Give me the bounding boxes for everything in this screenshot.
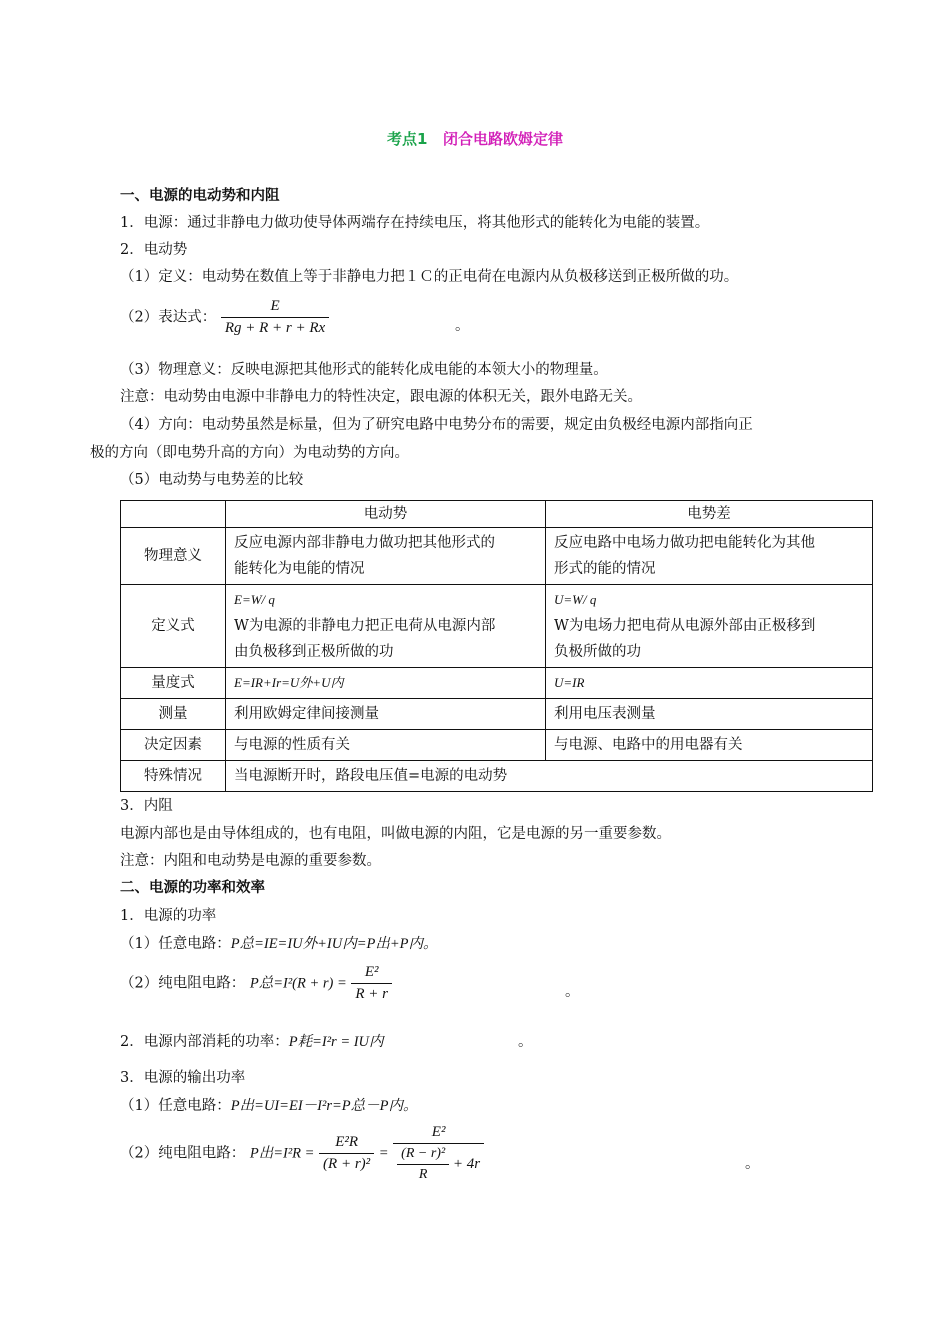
inner-denominator: R <box>418 1167 428 1182</box>
para-power-source: 1．电源：通过非静电力做功使导体两端存在持续电压，将其他形式的能转化为电能的装置。 <box>120 215 710 231</box>
equals-sign: = <box>378 1145 389 1162</box>
para-internal-consumption <box>120 1032 384 1052</box>
para-note-resistance: 注意：内阻和电动势是电源的重要参数。 <box>120 853 381 869</box>
line-end: 。 <box>518 1034 533 1050</box>
cell-line: W为电源的非静电力把正电荷从电源内部 <box>234 618 496 634</box>
emf-expression-line <box>120 298 329 337</box>
pd-cell: 与电源、电路中的用电器有关 <box>546 730 873 761</box>
emf-fraction-numerator: E <box>221 298 329 318</box>
cell-line: U=W/ q <box>554 592 597 607</box>
cell-line: 反应电源内部非静电力做功把其他形式的 <box>234 535 495 551</box>
pd-cell: U=IR <box>546 668 873 699</box>
row-label: 决定因素 <box>121 730 226 761</box>
pure-resistor-total-line <box>120 964 392 1003</box>
fraction-denominator <box>393 1144 484 1183</box>
table-header-row <box>121 501 873 528</box>
fraction-numerator: E² <box>351 964 392 984</box>
row-label: 量度式 <box>121 668 226 699</box>
equation: P耗=I²r = IU内 <box>288 1034 384 1050</box>
section1-heading: 一、电源的电动势和内阻 <box>120 188 280 204</box>
pd-cell <box>546 585 873 668</box>
cell-line: 负极所做的功 <box>554 644 641 660</box>
line-end: 。 <box>565 984 580 1000</box>
inner-numerator: (R − r)² <box>397 1146 449 1165</box>
title-main: 闭合电路欧姆定律 <box>443 130 564 148</box>
para-emf-definition: （1）定义：电动势在数值上等于非静电力把１Ｃ的正电荷在电源内从负极移送到正极所做的功。 <box>120 269 739 285</box>
pd-cell: 利用电压表测量 <box>546 699 873 730</box>
emf-cell: 与电源的性质有关 <box>226 730 546 761</box>
title-prefix: 考点1 <box>386 130 428 148</box>
label: （1）任意电路： <box>120 1098 231 1114</box>
page-title <box>0 128 950 149</box>
para-emf-title: 2．电动势 <box>120 242 188 258</box>
emf-expression-label: （2）表达式： <box>120 309 217 326</box>
para-note-emf: 注意：电动势由电源中非静电力的特性决定，跟电源的体积无关，跟外电路无关。 <box>120 389 642 405</box>
para-direction-line1: （4）方向：电动势虽然是标量，但为了研究电路中电势分布的需要，规定由负极经电源内部指向正 <box>120 417 753 433</box>
nested-fraction <box>393 1124 484 1183</box>
equation: P总=IE=IU外+IU内=P出+P内。 <box>230 936 438 952</box>
table-row <box>121 585 873 668</box>
equation: P总=I²(R + r) = <box>249 975 347 992</box>
line-end: 。 <box>745 1156 760 1172</box>
table-row <box>121 668 873 699</box>
fraction-denominator: R + r <box>355 986 388 1002</box>
para-physical-meaning: （3）物理意义：反映电源把其他形式的能转化成电能的本领大小的物理量。 <box>120 362 608 378</box>
cell-line: E=W/ q <box>234 592 275 607</box>
para-output-title: 3．电源的输出功率 <box>120 1070 246 1086</box>
table-row <box>121 699 873 730</box>
row-label: 定义式 <box>121 585 226 668</box>
inner-fraction <box>397 1146 449 1183</box>
equation: P出=UI=EI－I²r=P总－P内。 <box>230 1098 418 1114</box>
emf-expression-end: 。 <box>455 318 470 334</box>
emf-cell <box>226 585 546 668</box>
row-label: 特殊情况 <box>121 761 226 792</box>
para-output-any-circuit <box>120 1096 417 1116</box>
table-header-cell <box>121 501 226 528</box>
fraction <box>351 964 392 1003</box>
emf-fraction <box>221 298 329 337</box>
table-row <box>121 528 873 585</box>
para-any-circuit-total <box>120 934 438 954</box>
label: （2）纯电阻电路： <box>120 975 246 992</box>
label: 2．电源内部消耗的功率： <box>120 1034 289 1050</box>
merged-cell: 当电源断开时，路段电压值=电源的电动势 <box>226 761 873 792</box>
label: （2）纯电阻电路： <box>120 1145 246 1162</box>
fraction-denominator: (R + r)² <box>323 1156 371 1172</box>
cell-line: 由负极移到正极所做的功 <box>234 644 394 660</box>
emf-cell <box>226 528 546 585</box>
output-pure-resistor-line <box>120 1124 484 1183</box>
para-internal-resistance: 电源内部也是由导体组成的，也有电阻，叫做电源的内阻，它是电源的另一重要参数。 <box>120 826 671 842</box>
para-comparison-title: （5）电动势与电势差的比较 <box>120 472 304 488</box>
equation: P出=I²R = <box>249 1145 315 1162</box>
para-power-title: 1．电源的功率 <box>120 908 217 924</box>
denominator-tail: + 4r <box>452 1155 481 1172</box>
row-label: 物理意义 <box>121 528 226 585</box>
label: （1）任意电路： <box>120 936 231 952</box>
cell-line: W为电场力把电荷从电源外部由正极移到 <box>554 618 816 634</box>
cell-line: 能转化为电能的情况 <box>234 561 365 577</box>
fraction-numerator: E² <box>393 1124 484 1144</box>
table-row <box>121 730 873 761</box>
fraction-numerator: E²R <box>319 1134 374 1154</box>
para-internal-resistance-title: 3．内阻 <box>120 798 173 814</box>
section2-heading: 二、电源的功率和效率 <box>120 880 265 896</box>
fraction <box>319 1134 374 1173</box>
emf-pd-comparison-table <box>120 500 873 792</box>
pd-cell <box>546 528 873 585</box>
table-header-cell: 电动势 <box>226 501 546 528</box>
emf-fraction-denominator: Rg + R + r + Rx <box>224 320 326 336</box>
cell-line: 反应电路中电场力做功把电能转化为其他 <box>554 535 815 551</box>
row-label: 测量 <box>121 699 226 730</box>
cell-line: 形式的能的情况 <box>554 561 656 577</box>
emf-cell: E=IR+Ir=U外+U内 <box>226 668 546 699</box>
table-row <box>121 761 873 792</box>
para-direction-line2: 极的方向（即电势升高的方向）为电动势的方向。 <box>90 445 409 461</box>
table-header-cell: 电势差 <box>546 501 873 528</box>
emf-cell: 利用欧姆定律间接测量 <box>226 699 546 730</box>
